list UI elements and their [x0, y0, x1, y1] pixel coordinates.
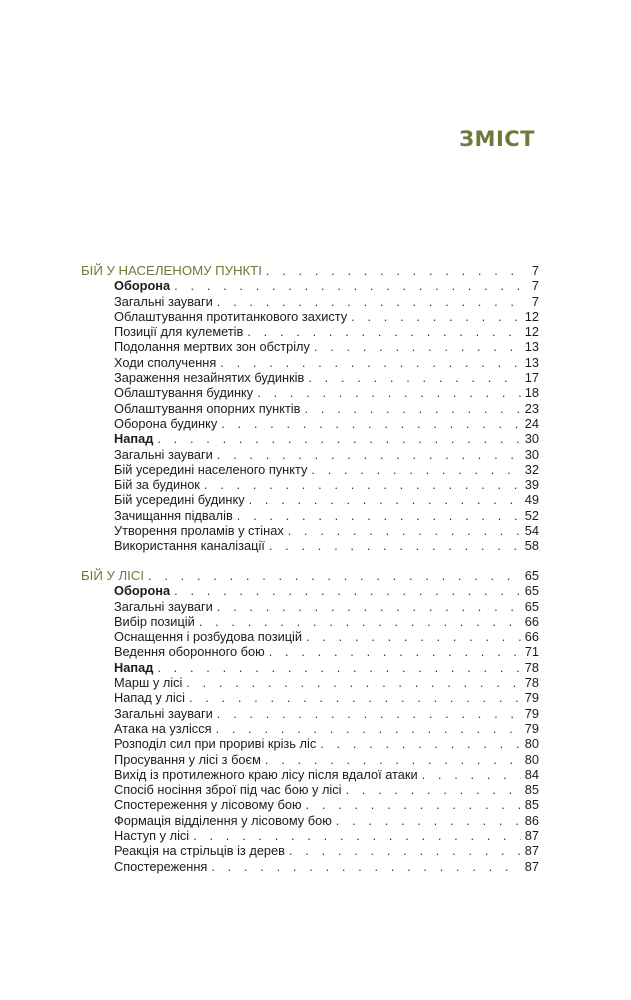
toc-page-number: 86: [524, 812, 539, 828]
dot-leader: [289, 843, 521, 858]
toc-page-number: 66: [524, 613, 539, 629]
toc-entry[interactable]: [81, 508, 539, 523]
toc-page-number: 87: [524, 828, 539, 844]
toc-entry[interactable]: [81, 477, 539, 492]
dot-leader: [199, 614, 521, 629]
toc-page-number: 39: [524, 477, 539, 493]
toc-page-number: 84: [524, 766, 539, 782]
toc-page-number: 78: [524, 659, 539, 675]
toc-entry-label: Вибір позицій: [114, 613, 195, 629]
toc-page-number: 13: [524, 354, 539, 370]
dot-leader: [211, 859, 520, 874]
dot-leader: [247, 324, 520, 339]
toc-entry-label: Загальні зауваги: [114, 705, 213, 721]
toc-entry[interactable]: [81, 859, 539, 874]
toc-page-number: 7: [531, 263, 539, 278]
toc-entry[interactable]: [81, 721, 539, 736]
toc-entry[interactable]: [81, 797, 539, 812]
toc-entry[interactable]: [81, 294, 539, 309]
dot-leader: [237, 508, 521, 523]
toc-entry[interactable]: [81, 355, 539, 370]
toc-entry[interactable]: [81, 339, 539, 354]
toc-entry-label: Оборона: [114, 278, 171, 294]
toc-page-number: 30: [524, 431, 539, 447]
toc-entry-label: Оснащення і розбудова позицій: [114, 629, 303, 645]
toc-entry-label: Зараження незайнятих будинків: [114, 370, 305, 386]
dot-leader: [204, 477, 521, 492]
dot-leader: [308, 370, 520, 385]
toc-page-number: 79: [524, 705, 539, 721]
dot-leader: [306, 629, 521, 644]
toc-entry-label: Бій усередині будинку: [114, 492, 245, 508]
toc-entry-label: Напад у лісі: [114, 690, 185, 706]
toc-entry-label: Спостереження у лісовому бою: [114, 797, 302, 813]
toc-entry[interactable]: [81, 416, 539, 431]
dot-leader: [304, 401, 520, 416]
dot-leader: [265, 752, 521, 767]
toc-entry[interactable]: [81, 324, 539, 339]
toc-entry[interactable]: [81, 401, 539, 416]
toc-entry[interactable]: [81, 370, 539, 385]
dot-leader: [257, 385, 521, 400]
toc-entry-label: Наступ у лісі: [114, 828, 190, 844]
dot-leader: [193, 828, 521, 843]
toc-entry[interactable]: [81, 736, 539, 751]
toc-section: [81, 263, 539, 554]
dot-leader: [311, 462, 520, 477]
toc-entry-label: Оборона будинку: [114, 415, 218, 431]
dot-leader: [269, 538, 521, 553]
toc-entry[interactable]: [81, 752, 539, 767]
toc-page-number: 79: [524, 720, 539, 736]
toc-entry[interactable]: [81, 706, 539, 721]
toc-page-number: 66: [524, 629, 539, 645]
toc-entry[interactable]: [81, 843, 539, 858]
toc-entry-label: Напад: [114, 659, 154, 675]
toc-entry[interactable]: [81, 309, 539, 324]
toc-entry[interactable]: [81, 523, 539, 538]
toc-entry[interactable]: [81, 828, 539, 843]
toc-entry-label: Реакція на стрільців із дерев: [114, 843, 285, 859]
toc-entry[interactable]: [81, 675, 539, 690]
toc-section-heading[interactable]: [81, 263, 539, 278]
toc-entry-label: Загальні зауваги: [114, 598, 213, 614]
toc-page-number: 80: [524, 751, 539, 767]
toc-entry-label: Атака на узлісся: [114, 720, 212, 736]
toc-entry[interactable]: [81, 629, 539, 644]
toc-entry[interactable]: [81, 447, 539, 462]
toc-entry[interactable]: [81, 538, 539, 553]
toc-entry-label: Облаштування протитанкового захисту: [114, 308, 348, 324]
toc-subsection-heading[interactable]: [81, 583, 539, 598]
dot-leader: [157, 660, 520, 675]
dot-leader: [157, 431, 520, 446]
toc-page-number: 23: [524, 400, 539, 416]
toc-section-heading[interactable]: [81, 568, 539, 583]
dot-leader: [269, 644, 521, 659]
toc-entry[interactable]: [81, 690, 539, 705]
toc-entry-label: Використання каналізації: [114, 538, 265, 554]
toc-page-number: 32: [524, 461, 539, 477]
dot-leader: [186, 675, 520, 690]
toc-subsection-heading[interactable]: [81, 278, 539, 293]
toc-subsection-heading[interactable]: [81, 431, 539, 446]
toc-page-number: 65: [524, 583, 539, 599]
dot-leader: [266, 263, 521, 278]
toc-page-number: 87: [524, 843, 539, 859]
dot-leader: [189, 690, 521, 705]
toc-page-number: 13: [524, 339, 539, 355]
dot-leader: [216, 721, 521, 736]
dot-leader: [320, 736, 521, 751]
toc-entry-label: Подолання мертвих зон обстрілу: [114, 339, 310, 355]
toc-page-number: 49: [524, 492, 539, 508]
toc-entry[interactable]: [81, 782, 539, 797]
toc-entry-label: Утворення проламів у стінах: [114, 523, 284, 539]
toc-page-number: 24: [524, 415, 539, 431]
toc-page-number: 87: [524, 858, 539, 874]
toc-entry-label: Бій усередині населеного пункту: [114, 461, 308, 477]
dot-leader: [249, 492, 521, 507]
toc-entry-label: Спостереження: [114, 858, 208, 874]
toc-page-number: 30: [524, 446, 539, 462]
toc-page-number: 58: [524, 538, 539, 554]
toc-entry[interactable]: [81, 614, 539, 629]
toc-entry-label: Вихід із протилежного краю лісу після вдалої атаки: [114, 766, 418, 782]
toc-entry-label: Спосіб носіння зброї під час бою у лісі: [114, 782, 342, 798]
toc-entry[interactable]: [81, 813, 539, 828]
toc-entry-label: Формація відділення у лісовому бою: [114, 812, 332, 828]
toc-page-number: 65: [524, 598, 539, 614]
toc-page-number: 17: [524, 370, 539, 386]
toc-entry-label: Марш у лісі: [114, 675, 183, 691]
toc-entry-label: Розподіл сил при прориві крізь ліс: [114, 736, 317, 752]
toc-entry-label: БІЙ У НАСЕЛЕНОМУ ПУНКТІ: [81, 263, 262, 278]
toc-entry-label: Позиції для кулеметів: [114, 324, 244, 340]
dot-leader: [217, 599, 521, 614]
dot-leader: [336, 813, 521, 828]
toc-entry[interactable]: [81, 599, 539, 614]
toc-page-number: 7: [531, 293, 539, 309]
toc-entry[interactable]: [81, 644, 539, 659]
dot-leader: [314, 339, 521, 354]
toc-entry-label: БІЙ У ЛІСІ: [81, 568, 145, 583]
toc-entry[interactable]: [81, 385, 539, 400]
toc-page-number: 7: [531, 278, 539, 294]
toc-page-number: 85: [524, 797, 539, 813]
toc-entry[interactable]: [81, 767, 539, 782]
dot-leader: [422, 767, 521, 782]
dot-leader: [148, 568, 521, 583]
toc-entry-label: Загальні зауваги: [114, 446, 213, 462]
toc-page-number: 85: [524, 782, 539, 798]
dot-leader: [217, 706, 521, 721]
dot-leader: [174, 278, 521, 293]
toc-page-number: 12: [524, 324, 539, 340]
toc-entry-label: Загальні зауваги: [114, 293, 213, 309]
toc-subsection-heading[interactable]: [81, 660, 539, 675]
toc-section: [81, 568, 539, 874]
toc-page-number: 80: [524, 736, 539, 752]
page-title: ЗМІСТ: [459, 127, 535, 151]
dot-leader: [346, 782, 521, 797]
toc-entry-label: Напад: [114, 431, 154, 447]
toc-page-number: 12: [524, 308, 539, 324]
toc-page-number: 71: [524, 644, 539, 660]
toc-entry-label: Бій за будинок: [114, 477, 200, 493]
toc-page-number: 79: [524, 690, 539, 706]
dot-leader: [288, 523, 521, 538]
dot-leader: [217, 294, 521, 309]
toc-entry-label: Ведення оборонного бою: [114, 644, 265, 660]
dot-leader: [306, 797, 521, 812]
toc-page-number: 52: [524, 507, 539, 523]
dot-leader: [220, 355, 520, 370]
dot-leader: [351, 309, 521, 324]
toc-entry-label: Облаштування будинку: [114, 385, 254, 401]
toc-page-number: 18: [524, 385, 539, 401]
toc-page-number: 54: [524, 523, 539, 539]
toc-entry-label: Облаштування опорних пунктів: [114, 400, 301, 416]
toc-entry-label: Ходи сполучення: [114, 354, 217, 370]
toc-page-number: 78: [524, 675, 539, 691]
dot-leader: [221, 416, 521, 431]
toc-entry-label: Оборона: [114, 583, 171, 599]
toc-entry-label: Просування у лісі з боєм: [114, 751, 261, 767]
toc-entry[interactable]: [81, 492, 539, 507]
toc-entry[interactable]: [81, 462, 539, 477]
dot-leader: [174, 583, 521, 598]
dot-leader: [217, 447, 521, 462]
toc-page-number: 65: [524, 568, 539, 583]
toc-entry-label: Зачищання підвалів: [114, 507, 233, 523]
